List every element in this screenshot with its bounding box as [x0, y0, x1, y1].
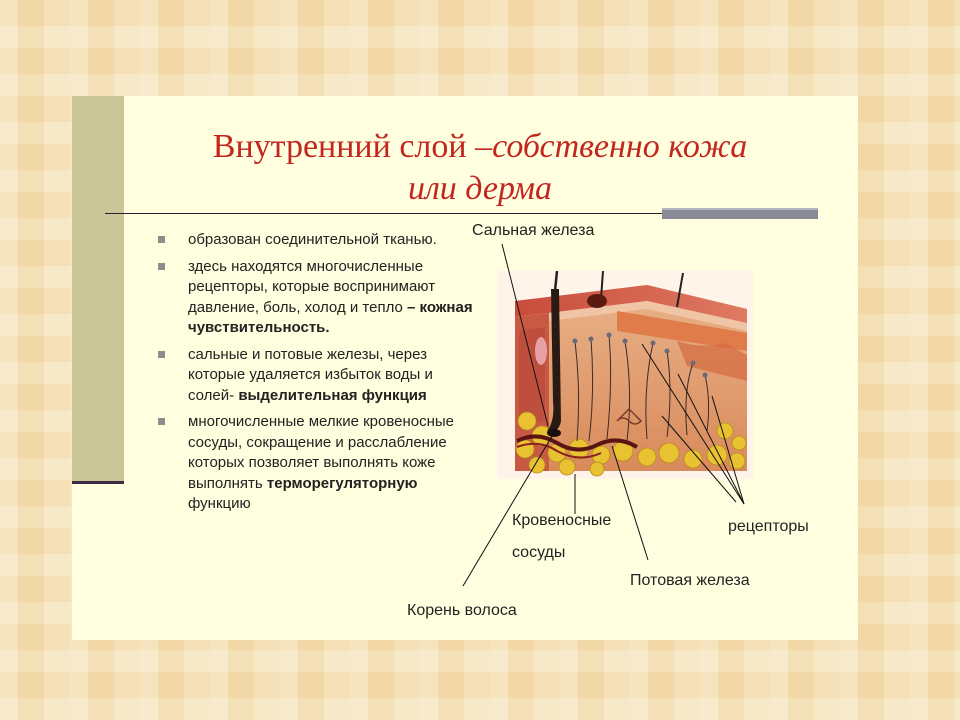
bullet-item: сальные и потовые железы, через которые удаляется избыток воды и солей- выделительная функция	[158, 345, 478, 407]
side-band	[72, 96, 124, 482]
slide	[72, 96, 858, 640]
bullet-square-icon	[158, 263, 165, 270]
label-blood-vessels-line1: Кровеносные	[512, 512, 612, 529]
label-blood-vessels-line2: сосуды	[512, 544, 566, 561]
title-italic-2: или дерма	[407, 170, 553, 207]
title-italic-1: собственно кожа	[492, 128, 748, 165]
bullet-item: многочисленные мелкие кровеносные сосуды, сокращение и расслабление которых позволяет выполнять коже выполнять терморегуляторную функцию	[158, 412, 478, 515]
bullet-square-icon	[158, 236, 165, 243]
label-receptors: рецепторы	[728, 518, 809, 535]
side-rule	[72, 481, 124, 484]
bullet-item: образован соединительной тканью.	[158, 230, 478, 251]
bullet-square-icon	[158, 351, 165, 358]
skin-cross-section-illustration	[497, 271, 753, 479]
label-sebaceous-gland: Сальная железа	[472, 222, 595, 239]
bullet-item: здесь находятся многочисленные рецепторы, которые воспринимают давление, боль, холод и тепло – кожная чувствительность.	[158, 257, 478, 339]
title-rule-accent	[662, 208, 818, 219]
label-hair-root: Корень волоса	[407, 602, 517, 619]
label-sweat-gland: Потовая железа	[630, 572, 750, 589]
bullet-list	[158, 230, 478, 521]
bullet-square-icon	[158, 418, 165, 425]
title-normal: Внутренний слой –	[212, 128, 493, 165]
slide-title	[130, 126, 830, 210]
